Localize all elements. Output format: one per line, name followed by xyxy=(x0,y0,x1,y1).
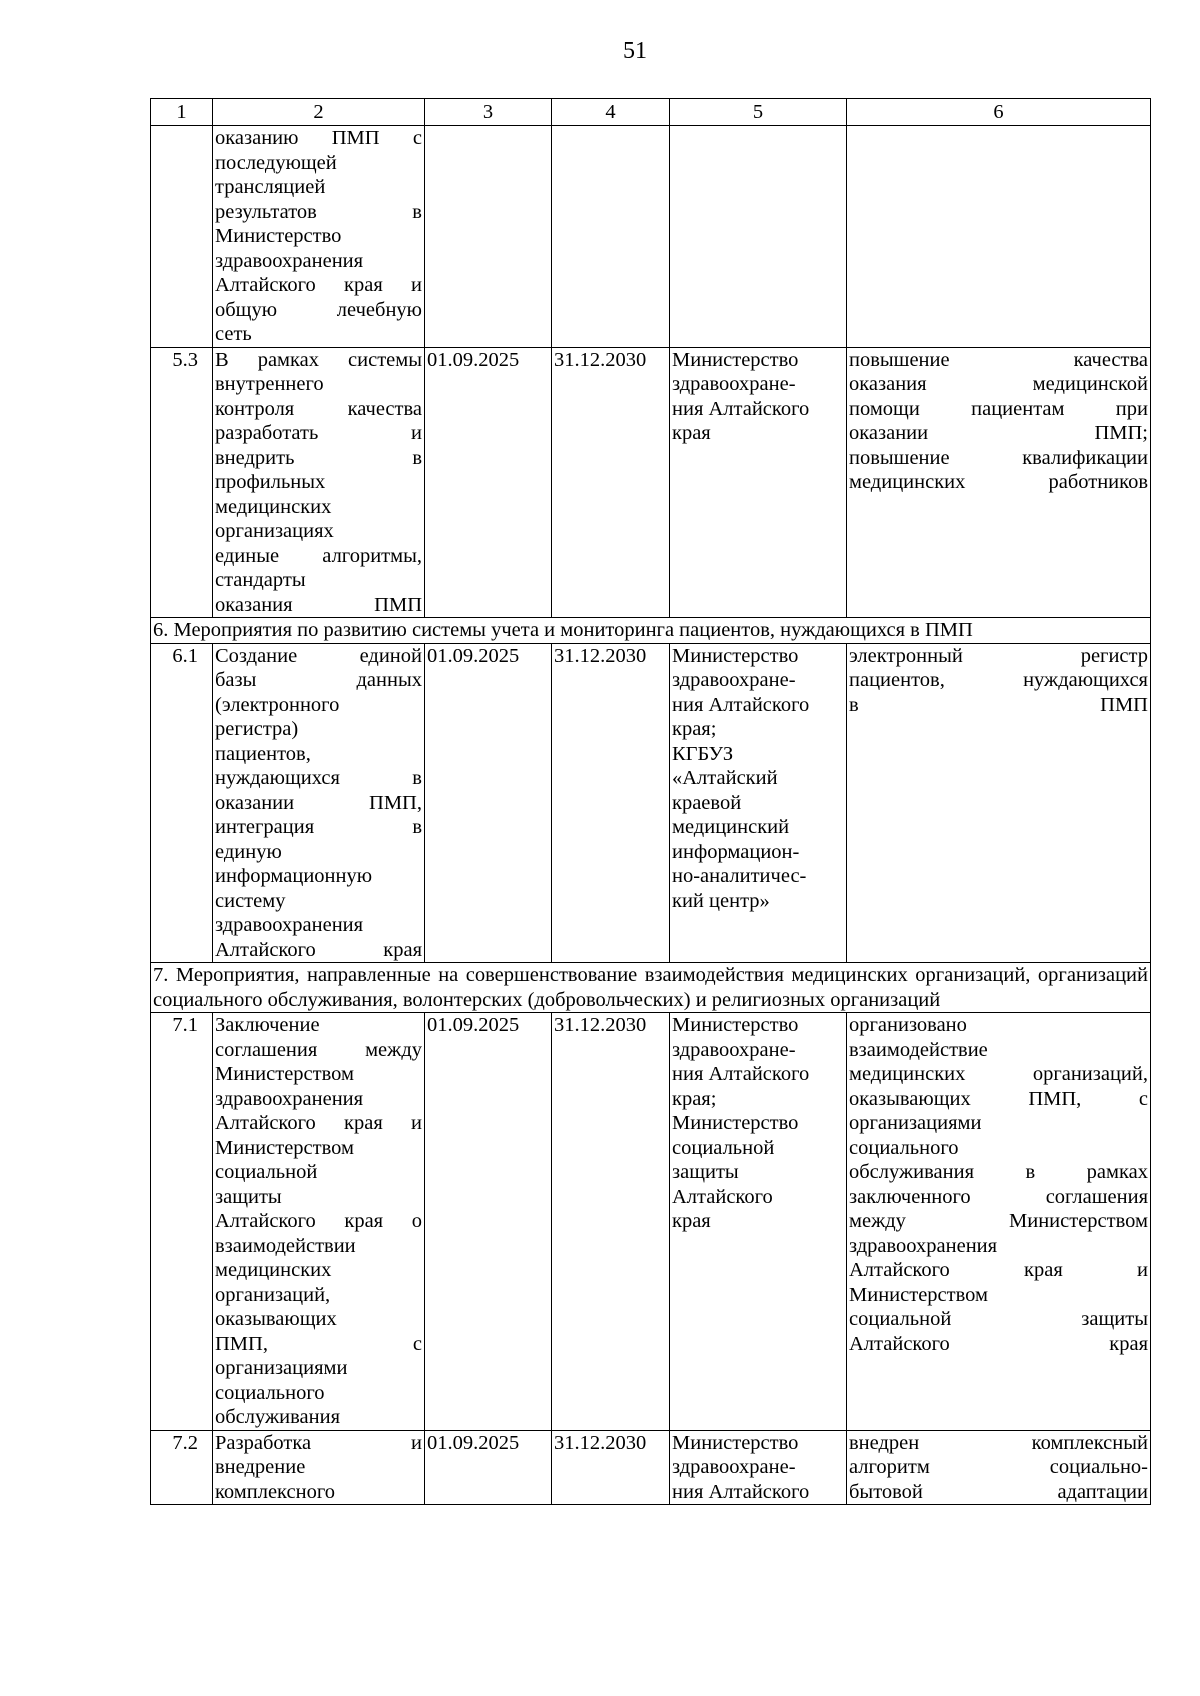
executor-cell-line: защиты xyxy=(672,1161,739,1183)
measure-cell-line: внедрить в xyxy=(215,446,422,469)
measure-cell-line: разработать и xyxy=(215,422,422,444)
result-cell-line: оказания медицинской xyxy=(849,373,1148,395)
result-cell-line: взаимодействие xyxy=(849,1038,988,1061)
result-cell-line: организациями xyxy=(849,1112,982,1134)
end-date-cell: 31.12.2030 xyxy=(552,347,670,618)
item-number-cell: 7.1 xyxy=(151,1013,213,1431)
measure-cell-line: общую лечебную xyxy=(215,298,422,321)
measure-cell-line: профильных xyxy=(215,471,326,493)
measure-cell-line: Создание единой xyxy=(215,644,422,667)
result-cell-line: Алтайского края xyxy=(849,1332,1148,1355)
executor-cell-line: Министерство xyxy=(672,644,799,667)
section-heading: 7. Мероприятия, направленные на совершенствование взаимодействия медицинских организаций, организаций социального обслуживания, волонтерских (добровольческих) и религиозных организаций xyxy=(151,963,1151,1013)
executor-cell xyxy=(670,347,847,618)
measure-cell-line: Министерством xyxy=(215,1136,354,1159)
measure-cell-line: Министерство xyxy=(215,225,342,247)
result-cell-line: внедрен комплексный xyxy=(849,1431,1148,1454)
result-cell xyxy=(847,347,1151,618)
measure-cell-line: организаций, xyxy=(215,1283,331,1306)
measure-cell xyxy=(213,347,425,618)
start-date-cell: 01.09.2025 xyxy=(425,1013,552,1431)
measure-cell xyxy=(213,1013,425,1431)
measure-cell-line: оказании ПМП, xyxy=(215,791,422,814)
measure-cell-line: оказанию ПМП с xyxy=(215,127,422,149)
measure-cell-line: единые алгоритмы, xyxy=(215,544,422,567)
result-cell-line: электронный регистр xyxy=(849,644,1148,667)
table-row xyxy=(151,1013,1151,1431)
result-cell-line: алгоритм социально- xyxy=(849,1456,1148,1478)
result-cell-line: организовано xyxy=(849,1014,967,1036)
plan-table xyxy=(150,98,1151,1505)
measure-cell-line: стандарты xyxy=(215,569,306,591)
executor-cell-line: информацион- xyxy=(672,840,800,863)
result-cell-line: социальной защиты xyxy=(849,1308,1148,1330)
measure-cell-line: здравоохранения xyxy=(215,914,364,936)
measure-cell-line: социального xyxy=(215,1381,325,1404)
measure-cell-line: результатов в xyxy=(215,200,422,223)
item-number-cell xyxy=(151,126,213,348)
executor-cell-line: здравоохране- xyxy=(672,1038,796,1061)
measure-cell-line: оказывающих xyxy=(215,1308,337,1330)
measure-cell-line: контроля качества xyxy=(215,397,422,420)
measure-cell-line: Алтайского края и xyxy=(215,1112,422,1134)
result-cell-line: медицинских работников xyxy=(849,471,1148,493)
result-cell-line: повышение квалификации xyxy=(849,446,1148,469)
result-cell xyxy=(847,1430,1151,1505)
measure-cell-line: социальной xyxy=(215,1161,318,1183)
executor-cell-line: краевой xyxy=(672,791,742,814)
result-cell-line: здравоохранения xyxy=(849,1234,998,1257)
result-cell xyxy=(847,126,1151,348)
measure-cell-line: базы данных xyxy=(215,669,422,691)
executor-cell-line: Алтайского xyxy=(672,1185,773,1208)
executor-cell-line: края; xyxy=(672,718,717,740)
measure-cell-line: Алтайского края о xyxy=(215,1210,422,1232)
measure-cell-line: оказания ПМП xyxy=(215,593,422,616)
measure-cell-line: трансляцией xyxy=(215,176,326,198)
measure-cell-line: регистра) xyxy=(215,718,299,740)
measure-cell-line: систему xyxy=(215,889,286,912)
end-date-cell: 31.12.2030 xyxy=(552,643,670,963)
column-header: 2 xyxy=(213,99,425,126)
table-row xyxy=(151,643,1151,963)
end-date-cell: 31.12.2030 xyxy=(552,1430,670,1505)
executor-cell-line: Министерство xyxy=(672,1112,799,1134)
result-cell-line: повышение качества xyxy=(849,348,1148,371)
result-cell xyxy=(847,1013,1151,1431)
executor-cell-line: социальной xyxy=(672,1136,775,1159)
executor-cell-line: «Алтайский xyxy=(672,767,778,789)
executor-cell xyxy=(670,1013,847,1431)
executor-cell xyxy=(670,126,847,348)
start-date-cell: 01.09.2025 xyxy=(425,347,552,618)
measure-cell-line: Алтайского края xyxy=(215,938,422,961)
measure-cell-line: Разработка и xyxy=(215,1431,422,1454)
section-row-6 xyxy=(151,618,1151,644)
end-date-cell: 31.12.2030 xyxy=(552,1013,670,1431)
result-cell-line: социального xyxy=(849,1136,959,1159)
start-date-cell: 01.09.2025 xyxy=(425,643,552,963)
measure-cell-line: внедрение xyxy=(215,1456,306,1478)
result-cell-line: пациентов, нуждающихся xyxy=(849,669,1148,691)
measure-cell-line: Министерством xyxy=(215,1063,354,1085)
end-date-cell xyxy=(552,126,670,348)
executor-cell-line: края; xyxy=(672,1087,717,1110)
result-cell-line: помощи пациентам при xyxy=(849,397,1148,420)
measure-cell-line: здравоохранения xyxy=(215,249,364,272)
section-row-7 xyxy=(151,963,1151,1013)
measure-cell xyxy=(213,1430,425,1505)
measure-cell-line: интеграция в xyxy=(215,816,422,838)
column-header-row xyxy=(151,99,1151,126)
table-row xyxy=(151,347,1151,618)
executor-cell-line: кий центр» xyxy=(672,889,770,912)
measure-cell-line: В рамках системы xyxy=(215,348,422,371)
executor-cell xyxy=(670,643,847,963)
result-cell-line: оказывающих ПМП, с xyxy=(849,1087,1148,1110)
executor-cell-line: края xyxy=(672,422,711,444)
start-date-cell xyxy=(425,126,552,348)
result-cell-line: медицинских организаций, xyxy=(849,1063,1148,1085)
executor-cell-line: Министерство xyxy=(672,1014,799,1036)
executor-cell-line: Министерство xyxy=(672,348,799,371)
executor-cell-line: ния Алтайского xyxy=(672,397,810,420)
column-header: 3 xyxy=(425,99,552,126)
measure-cell-line: Алтайского края и xyxy=(215,274,422,296)
item-number-cell: 7.2 xyxy=(151,1430,213,1505)
measure-cell-line: организациями xyxy=(215,1357,348,1379)
result-cell-line: в ПМП xyxy=(849,693,1148,716)
table-row-continued xyxy=(151,126,1151,348)
executor-cell-line: медицинский xyxy=(672,816,790,838)
column-header: 4 xyxy=(552,99,670,126)
column-header: 5 xyxy=(670,99,847,126)
executor-cell-line: ния Алтайского xyxy=(672,1063,810,1085)
executor-cell-line: ния Алтайского xyxy=(672,693,810,716)
measure-cell-line: сеть xyxy=(215,323,252,345)
measure-cell-line: пациентов, xyxy=(215,742,311,765)
measure-cell-line: нуждающихся в xyxy=(215,767,422,789)
executor-cell xyxy=(670,1430,847,1505)
executor-cell-line: края xyxy=(672,1210,711,1232)
result-cell-line: оказании ПМП; xyxy=(849,422,1148,444)
page-number: 51 xyxy=(623,38,647,64)
measure-cell xyxy=(213,643,425,963)
column-header: 1 xyxy=(151,99,213,126)
executor-cell-line: Министерство xyxy=(672,1431,799,1454)
item-number-cell: 6.1 xyxy=(151,643,213,963)
column-header: 6 xyxy=(847,99,1151,126)
measure-cell-line: взаимодействии xyxy=(215,1234,356,1257)
start-date-cell: 01.09.2025 xyxy=(425,1430,552,1505)
section-heading: 6. Мероприятия по развитию системы учета и мониторинга пациентов, нуждающихся в ПМП xyxy=(151,618,1151,644)
result-cell-line: бытовой адаптации xyxy=(849,1480,1148,1503)
measure-cell-line: медицинских xyxy=(215,1259,332,1281)
result-cell-line: Министерством xyxy=(849,1283,988,1306)
measure-cell-line: внутреннего xyxy=(215,373,324,395)
item-number-cell: 5.3 xyxy=(151,347,213,618)
executor-cell-line: ния Алтайского xyxy=(672,1480,810,1503)
measure-cell-line: медицинских xyxy=(215,495,332,518)
measure-cell-line: обслуживания xyxy=(215,1406,341,1428)
measure-cell-line: ПМП, с xyxy=(215,1332,422,1355)
executor-cell-line: здравоохране- xyxy=(672,669,796,691)
measure-cell-line: организациях xyxy=(215,520,334,542)
result-cell xyxy=(847,643,1151,963)
result-cell-line: между Министерством xyxy=(849,1210,1148,1232)
result-cell-line: заключенного соглашения xyxy=(849,1185,1148,1208)
measure-cell-line: (электронного xyxy=(215,693,340,716)
measure-cell-line: Заключение xyxy=(215,1014,320,1036)
table-row xyxy=(151,1430,1151,1505)
measure-cell-line: соглашения между xyxy=(215,1038,422,1061)
measure-cell-line: комплексного xyxy=(215,1480,335,1503)
result-cell-line: Алтайского края и xyxy=(849,1259,1148,1281)
measure-cell xyxy=(213,126,425,348)
executor-cell-line: КГБУЗ xyxy=(672,742,734,765)
executor-cell-line: здравоохране- xyxy=(672,1456,796,1478)
result-cell-line: обслуживания в рамках xyxy=(849,1161,1148,1183)
measure-cell-line: информационную xyxy=(215,865,373,887)
measure-cell-line: единую xyxy=(215,840,282,863)
executor-cell-line: здравоохране- xyxy=(672,373,796,395)
measure-cell-line: здравоохранения xyxy=(215,1087,364,1110)
measure-cell-line: защиты xyxy=(215,1185,282,1208)
executor-cell-line: но-аналитичес- xyxy=(672,865,807,887)
measure-cell-line: последующей xyxy=(215,151,337,174)
